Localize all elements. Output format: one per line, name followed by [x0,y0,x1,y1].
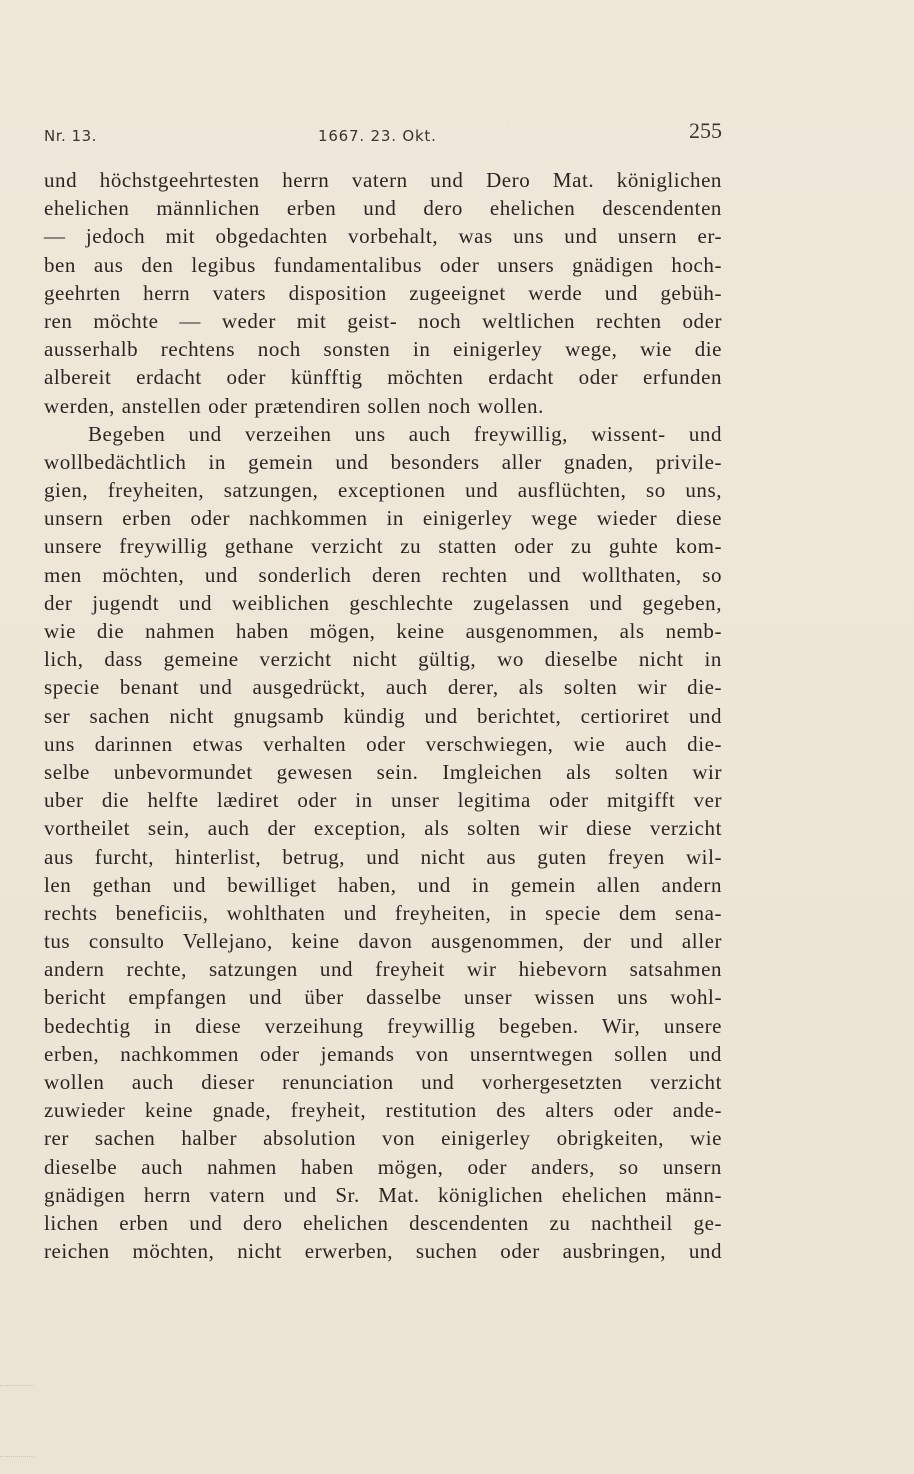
text-line: tus consulto Vellejano, keine davon ausgenommen, der und aller [44,929,722,954]
text-line: andern rechte, satzungen und freyheit wir hiebevorn satsahmen [44,957,722,982]
document-number: Nr. 13. [44,127,97,145]
text-line: unsere freywillig gethane verzicht zu statten oder zu guhte kom- [44,534,722,559]
text-line: wollen auch dieser renunciation und vorhergesetzten verzicht [44,1070,722,1094]
text-line: selbe unbevormundet gewesen sein. Imgleichen als solten wir [44,759,722,784]
text-line: lich, dass gemeine verzicht nicht gültig, wo dieselbe nicht in [44,647,722,672]
text-line: albereit erdacht oder künfftig möchten erdacht oder erfunden [44,365,722,390]
document-date: 1667. 23. Okt. [318,127,437,145]
text-line: ren möchte — weder mit geist- noch weltlichen rechten oder [44,308,722,333]
text-line: rer sachen halber absolution von einigerley obrigkeiten, wie [44,1126,722,1151]
text-line: rechts beneficiis, wohlthaten und freyheiten, in specie dem sena- [44,900,722,925]
paragraph-start-line: Begeben und verzeihen uns auch freywillig, wissent- und [88,421,722,446]
text-line: men möchten, und sonderlich deren rechten und wollthaten, so [44,562,722,587]
text-line: specie benant und ausgedrückt, auch derer, als solten wir die- [44,675,722,700]
text-line: lichen erben und dero ehelichen descendenten zu nachtheil ge- [44,1210,722,1235]
text-line: aus furcht, hinterlist, betrug, und nicht aus guten freyen wil- [44,844,722,869]
text-line: gien, freyheiten, satzungen, exceptionen und ausflüchten, so uns, [44,478,722,503]
text-line: erben, nachkommen oder jemands von unserntwegen sollen und [44,1041,722,1066]
text-line: gnädigen herrn vatern und Sr. Mat. königlichen ehelichen männ- [44,1182,722,1207]
text-line: bericht empfangen und über dasselbe unser wissen uns wohl- [44,985,722,1010]
text-line: wie die nahmen haben mögen, keine ausgenommen, als nemb- [44,619,722,643]
text-line: vortheilet sein, auch der exception, als solten wir diese verzicht [44,816,722,841]
text-line: reichen möchten, nicht erwerben, suchen oder ausbringen, und [44,1239,722,1264]
text-line: uns darinnen etwas verhalten oder verschwiegen, wie auch die- [44,731,722,756]
text-line: werden, anstellen oder prætendiren sollen noch wollen. [44,393,544,418]
text-line: bedechtig in diese verzeihung freywillig begeben. Wir, unsere [44,1013,722,1038]
text-line: ser sachen nicht gnugsamb kündig und berichtet, certioriret und [44,703,722,728]
text-line: geehrten herrn vaters disposition zugeeignet werde und gebüh- [44,280,722,305]
text-line: len gethan und bewilliget haben, und in gemein allen andern [44,872,722,897]
text-line: der jugendt und weiblichen geschlechte zugelassen und gegeben, [44,590,722,615]
text-line: dieselbe auch nahmen haben mögen, oder anders, so unsern [44,1154,722,1179]
text-line: — jedoch mit obgedachten vorbehalt, was uns und unsern er- [44,224,722,249]
running-header [44,118,722,148]
text-line: uber die helfte lædiret oder in unser legitima oder mitgifft ver [44,788,722,813]
text-line: wollbedächtlich in gemein und besonders aller gnaden, privile- [44,449,722,474]
text-line: ausserhalb rechtens noch sonsten in einigerley wege, wie die [44,337,722,362]
body-text [44,166,722,1265]
margin-scan-mark [0,1385,34,1457]
text-line: unsern erben oder nachkommen in einigerley wege wieder diese [44,506,722,531]
text-line: ben aus den legibus fundamentalibus oder unsers gnädigen hoch- [44,252,722,277]
text-line: zuwieder keine gnade, freyheit, restitution des alters oder ande- [44,1098,722,1123]
text-line: und höchstgeehrtesten herrn vatern und Dero Mat. königlichen [44,168,722,192]
page-number: 255 [689,118,722,143]
text-line: ehelichen männlichen erben und dero ehelichen descendenten [44,196,722,221]
